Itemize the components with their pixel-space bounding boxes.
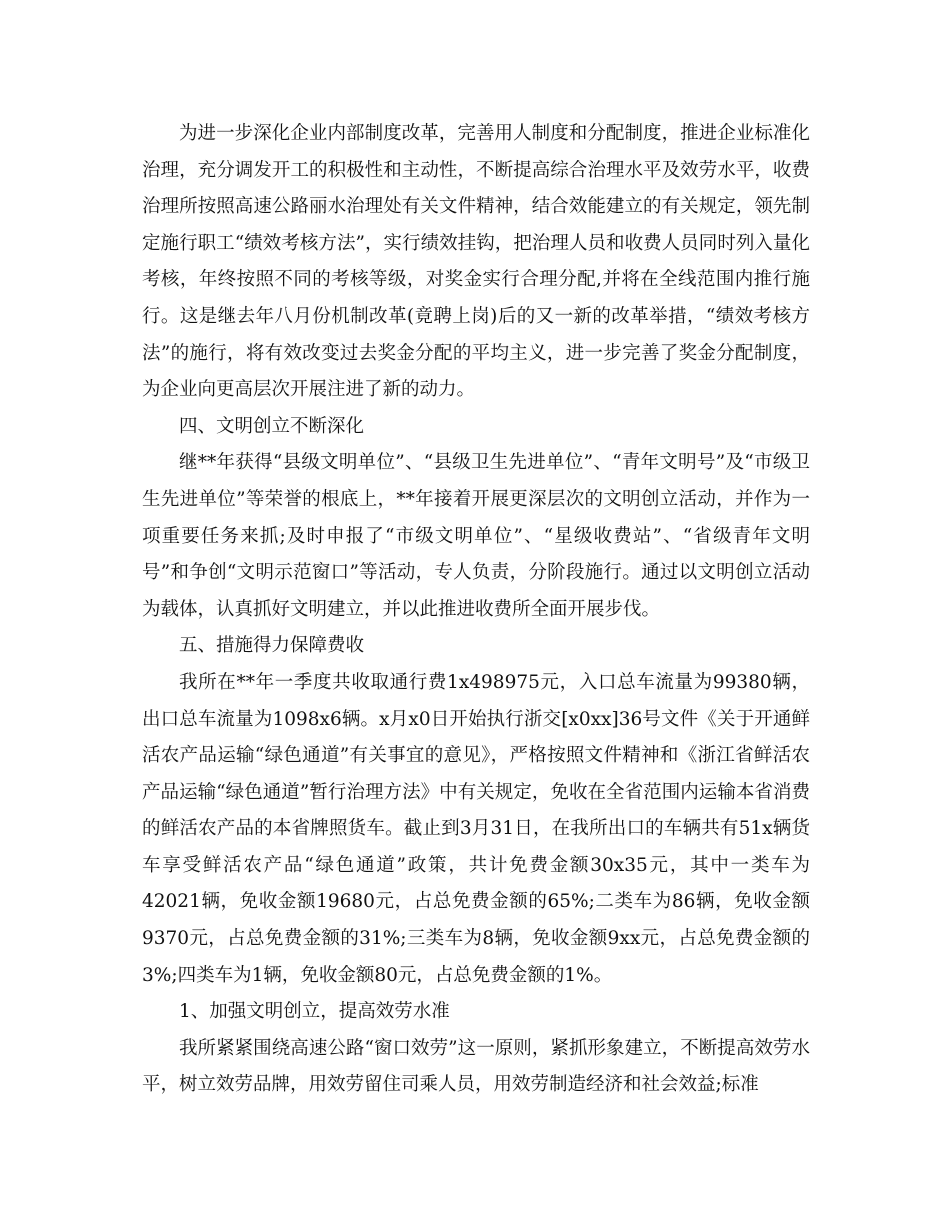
document-body bbox=[142, 116, 810, 1104]
section-heading-toll-collection: 五、措施得力保障费收 bbox=[179, 635, 365, 657]
paragraph-performance-reform: 为进一步深化企业内部制度改革，完善用人制度和分配制度，推进企业标准化治理，充分调发开工的积极性和主动性，不断提高综合治理水平及效劳水平，收费治理所按照高速公路丽水治理处有关文件精神，结合效能建立的有关规定，领先制定施行职工“绩效考核方法”，实行绩效挂钩，把治理人员和收费人员同时列入量化考核，年终按照不同的考核等级，对奖金实行合理分配,并将在全线范围内推行施行。这是继去年八月份机制改革(竟聘上岗)后的又一新的改革举措，“绩效考核方法”的施行，将有效改变过去奖金分配的平均主义，进一步完善了奖金分配制度，为企业向更高层次开展注进了新的动力。 bbox=[142, 123, 810, 401]
paragraph-service: 我所紧紧围绕高速公路“窗口效劳”这一原则，紧抓形象建立，不断提高效劳水平，树立效劳品牌，用效劳留住司乘人员，用效劳制造经济和社会效益;标准 bbox=[142, 1037, 810, 1096]
section-heading-civilization: 四、文明创立不断深化 bbox=[179, 415, 365, 437]
paragraph-toll-collection: 我所在**年一季度共收取通行费1x498975元，入口总车流量为99380辆，出口总车流量为1098x6辆。x月x0日开始执行浙交[x0xx]36号文件《关于开通鲜活农产品运输“绿色通道”有关事宜的意见》，严格按照文件精神和《浙江省鲜活农产品运输“绿色通道”暂行治理方法》中有关规定，免收在全省范围内运输本省消费的鲜活农产品的本省牌照货车。截止到3月31日，在我所出口的车辆共有51x辆货车享受鲜活农产品“绿色通道”政策，共计免费金额30x35元，其中一类车为42021辆，免收金额19680元，占总免费金额的65%;二类车为86辆，免收金额9370元，占总免费金额的31%;三类车为8辆，免收金额9xx元，占总免费金额的3%;四类车为1辆，免收金额80元，占总免费金额的1%。 bbox=[142, 671, 810, 986]
paragraph-civilization: 继**年获得“县级文明单位”、“县级卫生先进单位”、“青年文明号”及“市级卫生先进单位”等荣誉的根底上，**年接着开展更深层次的文明创立活动，并作为一项重要任务来抓;及时申报了“市级文明单位”、“星级收费站”、“省级青年文明号”和争创“文明示范窗口”等活动，专人负责，分阶段施行。通过以文明创立活动为载体，认真抓好文明建立，并以此推进收费所全面开展步伐。 bbox=[142, 452, 810, 620]
subsection-heading-service: 1、加强文明创立，提高效劳水准 bbox=[179, 1001, 450, 1023]
